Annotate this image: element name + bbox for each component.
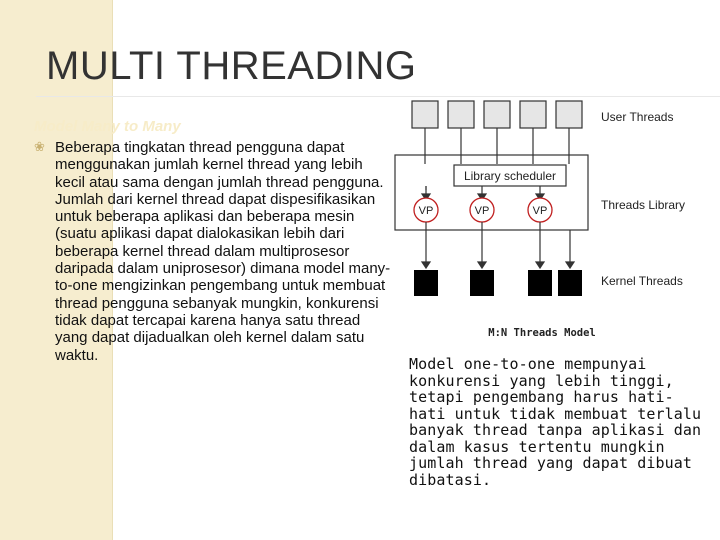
side-paragraph: Model one-to-one mempunyai konkurensi yang lebih tinggi, tetapi pengembang harus hati-hati untuk tidak membuat terlalu banyak thread tanpa aplikasi dan dalam kasus tertentu mungkin jumlah thread yang dapat dibuat dibatasi. [409,355,702,489]
kernel-thread-box [470,270,494,296]
label-user-threads: User Threads [601,110,674,124]
user-threads-row [412,101,582,128]
kernel-thread-box [558,270,582,296]
kernel-connectors [422,222,574,268]
vp-label: VP [418,205,434,217]
library-scheduler-label: Library scheduler [463,169,557,183]
slide-title: MULTI THREADING [46,44,417,88]
vp-label: VP [474,205,490,217]
user-thread-box [412,101,438,128]
label-threads-library: Threads Library [601,198,686,212]
kernel-thread-box [414,270,438,296]
mn-threads-diagram [392,98,698,346]
virtual-processors [414,198,552,222]
user-thread-box [484,101,510,128]
user-thread-box [520,101,546,128]
title-divider [36,96,720,97]
user-thread-box [556,101,582,128]
kernel-threads-row [414,270,582,296]
diagram-caption: M:N Threads Model [488,327,596,339]
vp-label: VP [532,205,548,217]
user-thread-box [448,101,474,128]
body-paragraph: Beberapa tingkatan thread pengguna dapat menggunakan jumlah kernel thread yang lebih kecil atau sama dengan jumlah thread pengguna. Jumlah dari kernel thread dapat dispesifikasikan untuk beberapa aplikasi dan beberapa mesin (suatu aplikasi dapat dialokasikan lebih dari beberapa kernel thread dalam multiprosesor daripada dalam uniprosesor) dimana model many-to-one mengizinkan pengembang untuk membuat thread pengguna sebanyak mungkin, konkurensi tidak dapat tercapai karena hanya satu thread yang dapat dijadualkan oleh kernel dalam satu waktu. [55,139,391,364]
kernel-thread-box [528,270,552,296]
bullet-icon: ❀ [34,140,45,155]
user-thread-connectors [425,128,569,164]
label-kernel-threads: Kernel Threads [601,274,683,288]
section-subheading: Model Many to Many [34,118,181,135]
